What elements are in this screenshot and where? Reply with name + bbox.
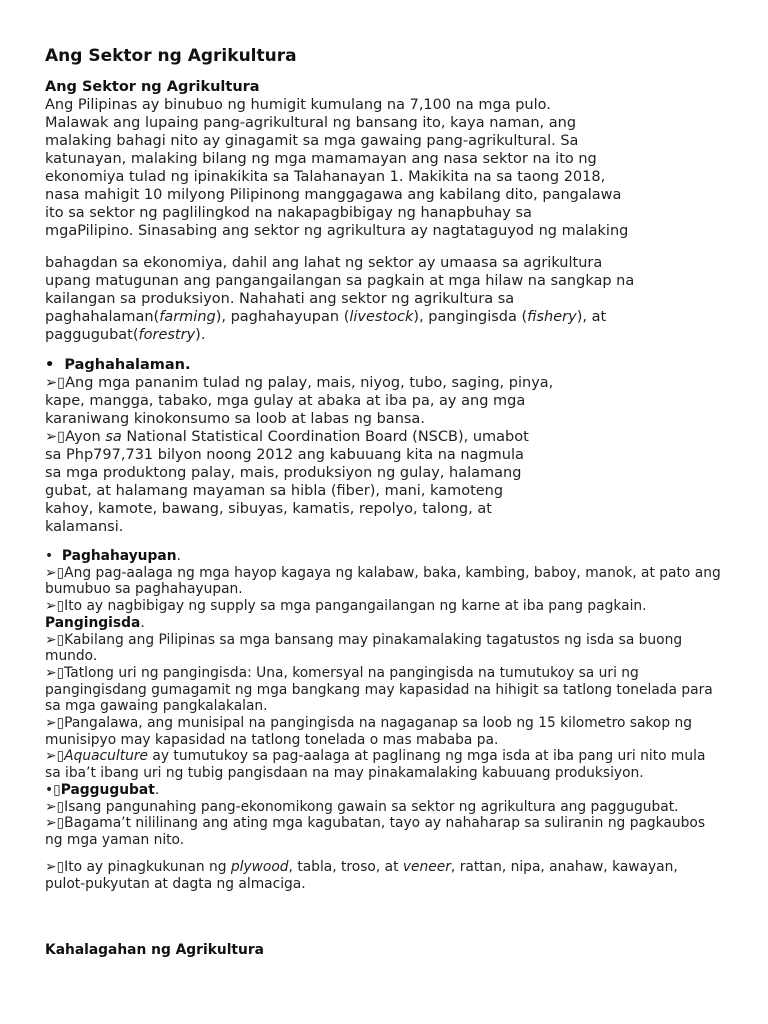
term-veneer: veneer	[402, 859, 451, 875]
section-heading	[45, 615, 721, 632]
text-fragment: Isang pangunahing pang-ekonomikong gawain sa sektor ng agrikultura ang paggugubat.	[64, 798, 679, 815]
bullet-icon: •	[45, 548, 54, 564]
text-fragment: sa	[105, 429, 122, 445]
text-fragment: , rattan, nipa, anahaw, kawayan,	[450, 859, 678, 875]
text-fragment: Ang pag-aalaga ng mga hayop kagaya ng kalabaw, baka, kambing, baboy, manok, at pato ang	[64, 564, 721, 581]
arrow-bullet-icon: ➢	[45, 631, 57, 648]
text-fragment: paghahalaman(	[45, 309, 160, 325]
arrow-bullet-icon: ➢	[45, 748, 57, 765]
text-line: kailangan sa produksiyon. Nahahati ang sektor ng agrikultura sa	[45, 291, 515, 307]
section-subtitle: Ang Sektor ng Agrikultura	[45, 79, 260, 95]
text-fragment: ay tumutukoy sa pag-aalaga at paglinang ng mga isda at iba pang uri nito mula	[148, 748, 706, 765]
text-line: nasa mahigit 10 milyong Pilipinong manggagawa ang kabilang dito, pangalawa	[45, 187, 622, 203]
sector-division-paragraph	[45, 254, 634, 344]
text-line: bahagdan sa ekonomiya, dahil ang lahat ng sektor ay umaasa sa agrikultura	[45, 255, 603, 271]
list-item: ➢▯Ito ay nagbibigay ng supply sa mga pangangailangan ng karne at iba pang pagkain.	[45, 598, 647, 615]
text-line: pangingisdang gumagamit ng mga bangkang may kapasidad na hihigit sa tatlong tonelada para	[45, 681, 713, 698]
list-item: ➢▯Ang pag-aalaga ng mga hayop kagaya ng kalabaw, baka, kambing, baboy, manok, at pato ang	[45, 564, 721, 581]
text-line: kape, mangga, tabako, mga gulay at abaka at iba pa, ay ang mga	[45, 393, 526, 409]
text-line: ekonomiya tulad ng ipinakikita sa Talahanayan 1. Makikita na sa taong 2018,	[45, 169, 606, 185]
arrow-bullet-icon: ➢	[45, 375, 58, 391]
term-fishery: fishery	[527, 309, 577, 325]
section-paghahalaman	[45, 356, 553, 536]
text-line: mgaPilipino. Sinasabing ang sektor ng agrikultura ay nagtataguyod ng malaking	[45, 223, 629, 239]
text-fragment: Tatlong uri ng pangingisda: Una, komersyal na pangingisda na tumutukoy sa uri ng	[64, 664, 639, 681]
text-fragment: .	[140, 614, 145, 631]
text-line: mundo.	[45, 648, 98, 665]
text-line: ng mga yaman nito.	[45, 831, 185, 848]
arrow-bullet-icon: ➢	[45, 859, 57, 875]
term-forestry: forestry	[138, 327, 196, 343]
list-item: ➢▯Aquaculture ay tumutukoy sa pag-aalaga at paglinang ng mga isda at iba pang uri nito mula	[45, 748, 706, 765]
text-line: sa iba’t ibang uri ng tubig pangisdaan na may pinakamalaking kabuuang produksiyon.	[45, 765, 644, 782]
text-fragment: ), paghahayupan (	[215, 309, 350, 325]
text-line: sa mga produktong palay, mais, produksiyon ng gulay, halamang	[45, 465, 522, 481]
arrow-bullet-icon: ➢	[45, 598, 57, 615]
list-item: ➢▯Ayon sa National Statistical Coordination Board (NSCB), umabot	[45, 429, 529, 445]
text-fragment: Bagama’t nililinang ang ating mga kagubatan, tayo ay nahaharap sa suliranin ng pagkaubos	[64, 815, 706, 832]
text-line: upang matugunan ang pangangailangan sa pagkain at mga hilaw na sangkap na	[45, 273, 635, 289]
text-fragment: National Statistical Coordination Board (NSCB), umabot	[121, 429, 529, 445]
arrow-bullet-icon: ➢	[45, 715, 57, 732]
section-heading	[45, 356, 553, 374]
heading-text: Paghahalaman.	[64, 357, 191, 373]
text-fragment: ).	[195, 327, 206, 343]
list-item: ➢▯Kabilang ang Pilipinas sa mga bansang may pinakamalaking tagatustos ng isda sa buong	[45, 631, 683, 648]
text-fragment: ), at	[576, 309, 607, 325]
text-fragment: , tabla, troso, at	[288, 859, 403, 875]
text-line: Ang Pilipinas ay binubuo ng humigit kumulang na 7,100 na mga pulo.	[45, 97, 551, 113]
term-farming: farming	[159, 309, 216, 325]
text-line: malaking bahagi nito ay ginagamit sa mga gawaing pang-agrikultural. Sa	[45, 133, 579, 149]
term-livestock: livestock	[349, 309, 414, 325]
text-fragment: Pangalawa, ang munisipal na pangingisda na nagaganap sa loob ng 15 kilometro sakop ng	[64, 715, 693, 732]
footer-heading: Kahalagahan ng Agrikultura	[45, 942, 264, 958]
arrow-bullet-icon: ➢	[45, 429, 58, 445]
page-title: Ang Sektor ng Agrikultura	[45, 46, 297, 66]
section-heading: •▯Paggugubat.	[45, 781, 160, 798]
text-fragment: ), pangingisda (	[413, 309, 528, 325]
text-line: katunayan, malaking bilang ng mga mamamayan ang nasa sektor na ito ng	[45, 151, 597, 167]
text-fragment: Ito ay pinagkukunan ng	[64, 859, 231, 875]
text-line: ito sa sektor ng paglilingkod na nakapagbibigay ng hanapbuhay sa	[45, 205, 532, 221]
list-item: ➢▯Ang mga pananim tulad ng palay, mais, niyog, tubo, saging, pinya,	[45, 375, 554, 391]
text-fragment: Kabilang ang Pilipinas sa mga bansang may pinakamalaking tagatustos ng isda sa buong	[64, 631, 683, 648]
text-fragment: .	[154, 781, 160, 798]
text-fragment: paggugubat(	[45, 327, 139, 343]
text-fragment: Ito ay nagbibigay ng supply sa mga pangangailangan ng karne at iba pang pagkain.	[64, 598, 647, 615]
bullet-icon: •	[45, 357, 55, 373]
text-line: kalamansi.	[45, 519, 124, 535]
term-aquaculture: Aquaculture	[64, 748, 149, 765]
text-line: pulot-pukyutan at dagta ng almaciga.	[45, 875, 306, 892]
section-paggugubat-sources	[45, 859, 678, 892]
arrow-bullet-icon: ➢	[45, 564, 57, 581]
text-fragment: Ang mga pananim tulad ng palay, mais, niyog, tubo, saging, pinya,	[65, 375, 554, 391]
list-item: ➢▯Tatlong uri ng pangingisda: Una, komersyal na pangingisda na tumutukoy sa uri ng	[45, 664, 639, 681]
list-item: ➢▯Bagama’t nililinang ang ating mga kagubatan, tayo ay nahaharap sa suliranin ng pagkaubos	[45, 815, 706, 832]
intro-paragraph	[45, 78, 628, 240]
section-paghahayupan-pangingisda	[45, 548, 721, 849]
text-line: Malawak ang lupaing pang-agrikultural ng bansang ito, kaya naman, ang	[45, 115, 577, 131]
term-plywood: plywood	[230, 859, 289, 875]
heading-text: Paggugubat	[60, 781, 155, 798]
text-line: bumubuo sa paghahayupan.	[45, 581, 243, 598]
text-line: kahoy, kamote, bawang, sibuyas, kamatis, repolyo, talong, at	[45, 501, 492, 517]
text-fragment: .	[176, 548, 181, 564]
heading-text: Paghahayupan	[61, 548, 177, 564]
section-heading	[45, 548, 721, 565]
list-item: ➢▯Pangalawa, ang munisipal na pangingisda na nagaganap sa loob ng 15 kilometro sakop ng	[45, 715, 693, 732]
bullet-icon: •	[45, 781, 54, 798]
text-fragment: Ayon	[65, 429, 106, 445]
list-item: ➢▯Isang pangunahing pang-ekonomikong gawain sa sektor ng agrikultura ang paggugubat.	[45, 798, 679, 815]
arrow-bullet-icon: ➢	[45, 815, 57, 832]
text-line	[45, 308, 634, 326]
text-line: gubat, at halamang mayaman sa hibla (fiber), mani, kamoteng	[45, 483, 504, 499]
arrow-bullet-icon: ➢	[45, 664, 57, 681]
text-line: karaniwang kinokonsumo sa loob at labas ng bansa.	[45, 411, 425, 427]
text-line: sa mga gawaing pangkalakalan.	[45, 698, 268, 715]
arrow-bullet-icon: ➢	[45, 798, 57, 815]
list-item: ➢▯Ito ay pinagkukunan ng plywood, tabla, troso, at veneer, rattan, nipa, anahaw, kawayan,	[45, 859, 678, 875]
text-line	[45, 326, 634, 344]
heading-text: Pangingisda	[45, 614, 141, 631]
text-line: sa Php797,731 bilyon noong 2012 ang kabuuang kita na nagmula	[45, 447, 524, 463]
text-line: munisipyo may kapasidad na tatlong tonelada o mas mababa pa.	[45, 731, 499, 748]
